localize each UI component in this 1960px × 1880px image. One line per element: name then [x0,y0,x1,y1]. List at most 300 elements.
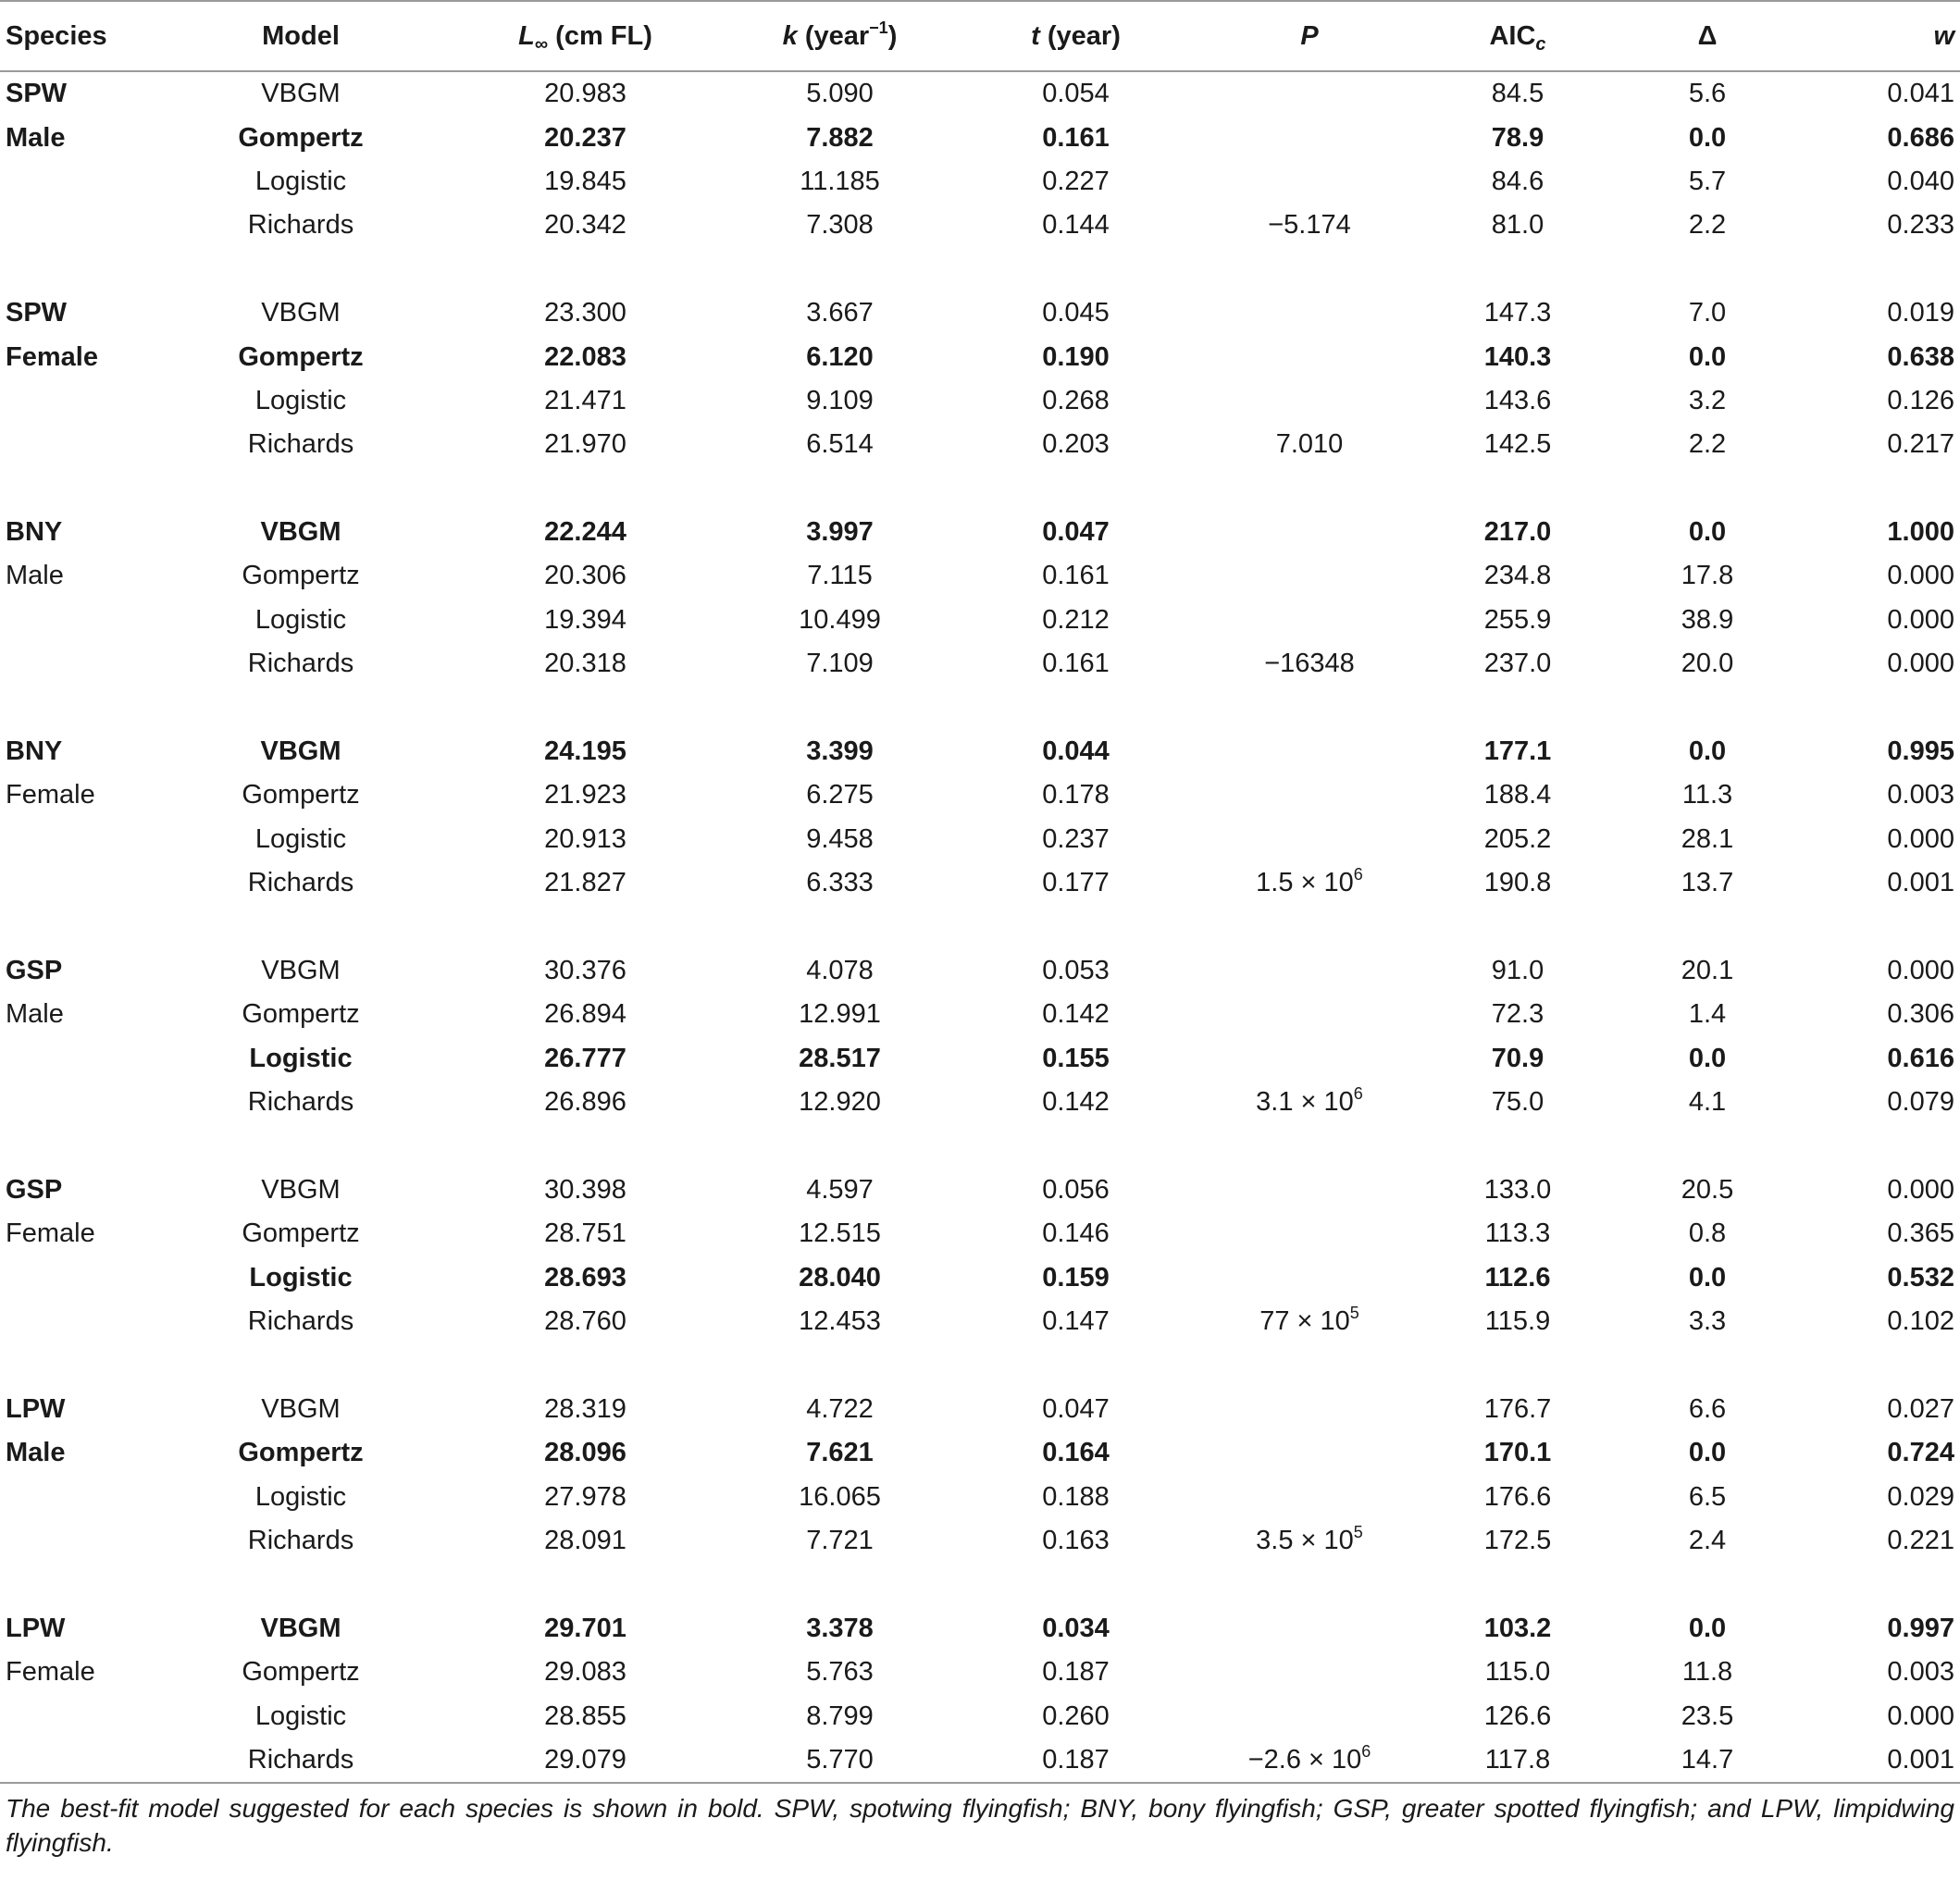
aic-cell: 81.0 [1491,210,1544,241]
delta-cell: 17.8 [1681,561,1734,591]
model-cell: Richards [247,868,354,898]
aic-cell: 84.6 [1491,166,1544,196]
model-cell: Gompertz [242,999,360,1030]
species-sex: Female [6,1657,95,1688]
aic-cell: 190.8 [1483,868,1552,898]
aic-cell: 70.9 [1491,1043,1544,1073]
model-cell: Richards [247,649,354,679]
aic-cell: 72.3 [1491,999,1544,1030]
linf-cell: 22.083 [544,341,626,372]
p-cell [1194,116,1425,159]
t-cell: 0.164 [1042,1438,1110,1468]
p-cell [1194,818,1425,861]
delta-cell: 0.0 [1688,341,1727,372]
p-cell [1194,1651,1425,1694]
species-cell-empty [0,204,153,247]
t-cell: 0.177 [1042,868,1110,898]
species-sex: Male [6,999,64,1030]
k-unit-close: ) [887,20,898,51]
t-cell: 0.237 [1042,823,1110,854]
model-cell: Gompertz [242,1657,360,1688]
w-cell: 0.638 [1887,341,1954,372]
model-cell: Logistic [254,1701,347,1731]
linf-cell: 20.237 [544,122,626,153]
linf-cell: 30.398 [544,1174,626,1205]
k-cell: 5.770 [806,1745,874,1775]
linf-cell: 27.978 [544,1481,626,1512]
delta-cell: 20.0 [1681,649,1734,679]
k-cell: 7.308 [806,210,874,241]
model-cell: VBGM [261,1393,341,1424]
delta-cell: 6.5 [1688,1481,1727,1512]
p-value: 1.5 × 10 [1256,868,1354,898]
delta-cell: 0.0 [1688,122,1727,153]
t-cell: 0.056 [1042,1174,1110,1205]
table-body [0,71,1960,1782]
p-cell [1194,1607,1425,1651]
w-cell: 0.000 [1887,604,1954,635]
delta-cell: 0.0 [1688,517,1727,548]
species-cell-empty [0,1738,153,1782]
k-cell: 7.115 [807,561,873,591]
linf-cell: 29.079 [544,1745,626,1775]
delta-cell: 0.0 [1688,1043,1727,1073]
aic-cell: 115.9 [1484,1306,1551,1337]
model-cell: VBGM [261,298,341,328]
aic-cell: 117.8 [1484,1745,1551,1775]
linf-cell: 20.306 [544,561,626,591]
t-cell: 0.163 [1042,1526,1110,1556]
k-cell: 5.090 [806,79,874,109]
linf-cell: 28.855 [544,1701,626,1731]
table-row [0,1651,1960,1694]
p-exponent: 6 [1361,1742,1371,1762]
w-cell: 0.000 [1887,1174,1954,1205]
t-cell: 0.146 [1042,1218,1110,1249]
table-row [0,335,1960,378]
linf-cell: 20.983 [544,79,626,109]
k-cell: 4.597 [806,1174,874,1205]
k-unit-exponent: −1 [869,18,888,37]
model-cell: Logistic [254,1481,347,1512]
table-row [0,773,1960,817]
w-cell: 0.532 [1887,1262,1954,1292]
w-cell: 0.997 [1887,1613,1954,1643]
t-cell: 0.047 [1042,517,1110,548]
model-cell: Logistic [249,1262,353,1292]
t-cell: 0.260 [1042,1701,1110,1731]
k-cell: 3.399 [806,736,874,767]
delta-cell: 5.7 [1688,166,1727,196]
header-row [0,1,1960,71]
model-cell: Logistic [254,166,347,196]
species-cell-empty [0,1300,153,1343]
species-sex: Female [6,780,95,810]
k-cell: 16.065 [799,1481,881,1512]
t-cell: 0.187 [1042,1657,1110,1688]
w-cell: 0.102 [1887,1306,1954,1337]
p-cell [1194,335,1425,378]
k-cell: 4.078 [806,956,874,985]
w-cell: 0.686 [1887,122,1954,153]
delta-cell: 2.2 [1688,210,1727,241]
w-cell: 0.000 [1887,561,1954,591]
model-cell: VBGM [260,1613,341,1643]
aic-cell: 176.6 [1483,1481,1552,1512]
species-code: SPW [6,298,68,328]
k-cell: 9.109 [806,385,874,415]
linf-cell: 20.318 [544,649,626,679]
w-cell: 0.000 [1887,649,1954,679]
p-cell [1194,599,1425,642]
model-cell: VBGM [260,736,341,767]
k-cell: 6.275 [806,780,874,810]
k-cell: 12.920 [799,1087,881,1118]
t-cell: 0.190 [1042,341,1110,372]
model-cell: Gompertz [238,122,364,153]
species-cell-empty [0,818,153,861]
aic-cell: 112.6 [1484,1262,1551,1292]
linf-cell: 28.096 [544,1438,626,1468]
model-cell: Richards [247,1526,354,1556]
t-cell: 0.047 [1042,1393,1110,1424]
delta-cell: 0.0 [1688,736,1727,767]
t-cell: 0.178 [1042,780,1110,810]
species-code: LPW [6,1613,66,1643]
p-value: 77 × 10 [1259,1306,1350,1337]
k-cell: 6.333 [806,868,874,898]
table-row [0,423,1960,466]
p-cell [1194,1738,1425,1782]
table-row [0,1388,1960,1431]
t-cell: 0.187 [1042,1745,1110,1775]
k-cell: 12.515 [799,1218,881,1249]
p-cell [1194,1694,1425,1738]
header-model: Model [153,1,449,71]
species-cell-empty [0,1081,153,1124]
group-spacer [0,1124,1960,1168]
p-cell [1194,511,1425,554]
table-row [0,993,1960,1036]
w-cell: 0.027 [1887,1393,1954,1424]
species-cell-empty [0,1476,153,1519]
model-cell: Gompertz [242,1218,360,1249]
w-cell: 0.724 [1887,1438,1954,1468]
p-value: 3.5 × 10 [1256,1526,1354,1556]
p-exponent: 6 [1353,1084,1363,1104]
w-cell: 0.000 [1887,823,1954,854]
t-cell: 0.212 [1042,604,1110,635]
species-code: BNY [6,736,63,767]
table-row [0,1738,1960,1782]
k-cell: 6.120 [806,341,874,372]
model-cell: VBGM [261,1174,341,1205]
aic-cell: 147.3 [1483,298,1552,328]
delta-cell: 3.3 [1688,1306,1727,1337]
group-spacer [0,248,1960,291]
p-cell [1194,379,1425,423]
delta-cell: 23.5 [1681,1701,1734,1731]
p-value: −2.6 × 10 [1247,1745,1362,1775]
species-cell-empty [0,861,153,905]
w-cell: 0.000 [1887,1701,1954,1731]
p-cell [1194,423,1425,466]
k-cell: 3.667 [806,298,874,328]
p-exponent: 6 [1353,865,1363,884]
k-cell: 7.721 [806,1526,874,1556]
p-cell [1194,730,1425,773]
delta-cell: 2.4 [1688,1526,1727,1556]
linf-unit: (cm FL) [555,20,652,51]
delta-cell: 5.6 [1688,79,1727,109]
species-cell-empty [0,1694,153,1738]
species-cell-empty [0,1037,153,1081]
header-species: Species [0,1,153,71]
aic-cell: 237.0 [1483,649,1552,679]
aic-subscript: c [1535,33,1546,55]
aic-cell: 126.6 [1483,1701,1552,1731]
group-spacer [0,905,1960,948]
t-cell: 0.155 [1042,1043,1110,1073]
model-cell: Gompertz [242,780,360,810]
aic-cell: 115.0 [1484,1657,1551,1688]
table-row [0,1256,1960,1300]
k-cell: 3.997 [806,517,874,548]
linf-cell: 29.083 [544,1657,626,1688]
species-sex: Female [6,1218,95,1249]
delta-cell: 4.1 [1688,1087,1727,1118]
table-row [0,379,1960,423]
table-row [0,1607,1960,1651]
linf-cell: 24.195 [544,736,626,767]
k-cell: 4.722 [806,1393,874,1424]
t-unit: (year) [1047,20,1121,51]
model-cell: Richards [247,1745,354,1775]
species-code: LPW [6,1393,66,1424]
p-cell [1194,71,1425,116]
k-cell: 9.458 [806,823,874,854]
t-symbol: t [1031,20,1040,51]
t-cell: 0.161 [1042,122,1110,153]
t-cell: 0.203 [1042,429,1110,460]
p-cell [1194,554,1425,598]
table-row [0,1694,1960,1738]
p-cell [1194,1476,1425,1519]
linf-cell: 29.701 [544,1613,626,1643]
p-cell [1194,1212,1425,1255]
linf-cell: 26.777 [544,1043,626,1073]
p-cell [1194,291,1425,335]
w-cell: 0.995 [1887,736,1954,767]
w-cell: 0.019 [1887,298,1954,328]
p-value: 7.010 [1275,429,1344,460]
aic-cell: 255.9 [1483,604,1552,635]
t-cell: 0.268 [1042,385,1110,415]
k-symbol: k [782,20,798,51]
table-row [0,1169,1960,1212]
w-cell: 0.365 [1887,1218,1954,1249]
linf-cell: 21.827 [544,868,626,898]
species-sex: Male [6,561,64,591]
linf-cell: 28.751 [544,1218,626,1249]
aic-cell: 103.2 [1483,1613,1552,1643]
delta-cell: 28.1 [1681,823,1734,854]
table-row [0,291,1960,335]
t-cell: 0.142 [1042,1087,1110,1118]
linf-cell: 21.923 [544,780,626,810]
delta-cell: 0.8 [1688,1218,1727,1249]
p-cell [1194,1169,1425,1212]
table-footnote: The best-fit model suggested for each species is shown in bold. SPW, spotwing flyingfish; BNY, bony flyingfish; GSP, greater spotted flyingfish; and LPW, limpidwing flyingfish. [0,1782,1960,1860]
table-row [0,204,1960,247]
species-sex: Male [6,1438,66,1468]
table-row [0,116,1960,159]
model-cell: Gompertz [242,561,360,591]
header-delta: Δ [1610,1,1805,71]
table-row [0,1081,1960,1124]
table-row [0,1212,1960,1255]
t-cell: 0.054 [1042,79,1110,109]
w-cell: 0.041 [1887,79,1954,109]
w-cell: 0.000 [1887,956,1954,985]
linf-cell: 28.091 [544,1526,626,1556]
k-cell: 11.185 [800,166,880,196]
species-code: GSP [6,1174,63,1205]
model-cell: VBGM [261,956,341,985]
k-cell: 5.763 [806,1657,874,1688]
species-sex: Female [6,341,98,372]
species-code: BNY [6,517,63,548]
t-cell: 0.053 [1042,956,1110,985]
p-cell [1194,160,1425,204]
t-cell: 0.034 [1042,1613,1110,1643]
w-cell: 0.217 [1887,429,1954,460]
model-cell: Richards [247,1306,354,1337]
p-cell [1194,204,1425,247]
linf-cell: 21.970 [544,429,626,460]
w-cell: 0.079 [1887,1087,1954,1118]
t-cell: 0.161 [1042,649,1110,679]
table-row [0,554,1960,598]
delta-cell: 3.2 [1688,385,1727,415]
header-w: w [1805,1,1960,71]
p-cell [1194,1037,1425,1081]
w-cell: 0.126 [1887,385,1954,415]
p-cell [1194,1300,1425,1343]
aic-cell: 177.1 [1483,736,1552,767]
aic-cell: 170.1 [1483,1438,1552,1468]
delta-cell: 14.7 [1681,1745,1734,1775]
aic-cell: 140.3 [1483,341,1552,372]
aic-cell: 133.0 [1483,1174,1552,1205]
table-row [0,160,1960,204]
t-cell: 0.147 [1042,1306,1110,1337]
aic-cell: 205.2 [1483,823,1552,854]
p-value: −16348 [1264,649,1355,679]
p-exponent: 5 [1349,1304,1359,1323]
p-cell [1194,1431,1425,1475]
t-cell: 0.227 [1042,166,1110,196]
model-cell: Logistic [249,1043,353,1073]
species-cell-empty [0,160,153,204]
aic-cell: 75.0 [1491,1087,1544,1118]
p-cell [1194,949,1425,993]
group-spacer [0,1343,1960,1387]
delta-cell: 0.0 [1688,1438,1727,1468]
w-cell: 0.221 [1887,1526,1954,1556]
linf-cell: 30.376 [544,956,626,985]
p-symbol: P [1300,20,1319,51]
model-cell: VBGM [260,517,341,548]
header-t [958,1,1194,71]
k-cell: 8.799 [806,1701,874,1731]
model-cell: VBGM [261,79,341,109]
w-cell: 0.040 [1887,166,1954,196]
w-cell: 0.306 [1887,999,1954,1030]
table-row [0,1037,1960,1081]
model-cell: Gompertz [238,341,364,372]
p-cell [1194,773,1425,817]
w-cell: 1.000 [1887,517,1954,548]
model-cell: Logistic [254,823,347,854]
aic-cell: 176.7 [1483,1393,1552,1424]
aic-cell: 217.0 [1483,517,1552,548]
table-row [0,642,1960,686]
species-code: GSP [6,956,63,985]
k-cell: 7.621 [806,1438,874,1468]
delta-cell: 7.0 [1688,298,1727,328]
aic-cell: 84.5 [1491,79,1544,109]
linf-cell: 21.471 [544,385,626,415]
delta-cell: 2.2 [1688,429,1727,460]
aic-cell: 143.6 [1483,385,1552,415]
t-cell: 0.142 [1042,999,1110,1030]
linf-cell: 19.845 [544,166,626,196]
header-k [722,1,958,71]
model-cell: Richards [247,210,354,241]
species-cell-empty [0,1256,153,1300]
table-row [0,949,1960,993]
p-cell [1194,1256,1425,1300]
w-cell: 0.001 [1887,1745,1954,1775]
t-cell: 0.188 [1042,1481,1110,1512]
group-spacer [0,467,1960,511]
linf-subscript: ∞ [534,33,549,55]
p-cell [1194,993,1425,1036]
species-sex: Male [6,122,66,153]
aic-cell: 78.9 [1491,122,1544,153]
k-cell: 3.378 [806,1613,874,1643]
p-cell [1194,1519,1425,1563]
delta-cell: 13.7 [1681,868,1734,898]
p-value: −5.174 [1268,210,1351,241]
aic-cell: 234.8 [1483,561,1552,591]
linf-cell: 26.894 [544,999,626,1030]
table-row [0,861,1960,905]
k-cell: 6.514 [806,429,874,460]
model-cell: Logistic [254,385,347,415]
group-spacer [0,686,1960,729]
table-row [0,730,1960,773]
species-cell-empty [0,1519,153,1563]
delta-cell: 20.5 [1681,1174,1734,1205]
p-value: 3.1 × 10 [1256,1087,1354,1118]
w-cell: 0.029 [1887,1481,1954,1512]
aic-cell: 113.3 [1484,1218,1551,1249]
t-cell: 0.159 [1042,1262,1110,1292]
header-p [1194,1,1425,71]
delta-cell: 11.8 [1681,1657,1733,1688]
